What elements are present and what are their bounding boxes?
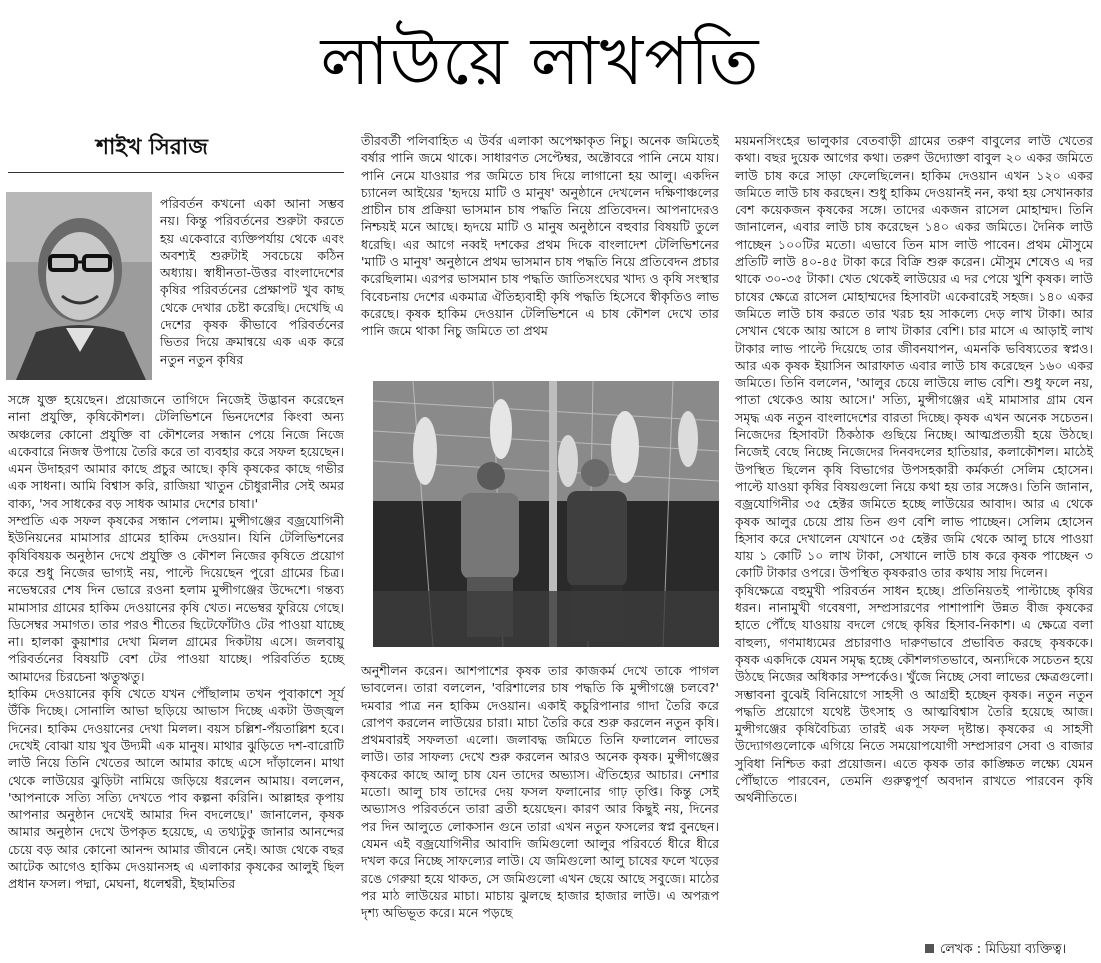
square-bullet-icon: [925, 944, 934, 953]
column-2-top: [361, 132, 719, 340]
gourd-farm-photo: [373, 381, 719, 647]
author-portrait: [6, 192, 152, 380]
paragraph: সম্প্রতি এক সফল কৃষকের সন্ধান পেলাম। মুন্সীগঞ্জের বজ্রযোগিনী ইউনিয়নের মামাসার গ্রামের হাকিম দেওয়ান। যিনি টেলিভিশনের কৃষিবিষয়ক অনুষ্ঠান দেখে প্রযুক্তি ও কৌশল নিজের কৃষিতে প্রয়োগ করে শুধু নিজের ভাগ্যই নয়, পাল্টে দিয়েছেন পুরো গ্রামের চিত্র। নভেম্বরের শেষ দিন ভোরে রওনা হলাম মুন্সীগঞ্জের উদ্দেশে। গন্তব্য মামাসার গ্রামের হাকিম দেওয়ানের কৃষি খেত। নভেম্বর ফুরিয়ে গেছে। ডিসেম্বর সমাগত। তার পরও শীতের ছিটেফোঁটাও টের পাওয়া যাচ্ছে না। হালকা কুয়াশার দেখা মিলল গ্রামের দিকটায় এসে। জলবায়ু পরিবর্তনের বিষয়টি বেশ টের পাওয়া যাচ্ছে। পরিবর্তিত হচ্ছে আমাদের চিরচেনা ঋতুঋতু।: [8, 513, 344, 684]
author-note: [925, 940, 1066, 961]
paragraph: ময়মনসিংহের ভালুকার বেতবাড়ী গ্রামের তরুণ বাবুলের লাউ খেতের কথা। বছর দুয়েক আগের কথা। তরুণ উদ্যোক্তা বাবুল ২০ একর জমিতে লাউ চাষ করে সাড়া ফেলেছিলেন। হাকিম দেওয়ান এখন ১২০ একর জমিতে লাউ চাষ করছেন। শুধু হাকিম দেওয়ানই নন, কথা হয় সেখানকার বেশ কয়েকজন কৃষকের সঙ্গে। তাদের একজন রাসেল মোহাম্মদ। তিনি জানালেন, এবার লাউ চাষ করেছেন ১৪০ একর জমিতে। দৈনিক লাউ পাচ্ছেন ১০০টির মতো। এভাবে তিন মাস লাউ পাবেন। প্রথম মৌসুমে প্রতিটি লাউ ৪০-৪৫ টাকা করে বিক্রি শুরু করেন। মৌসুম শেষেও এ দর থাকে ৩০-৩৫ টাকা। খেত থেকেই লাউয়ের এ দর পেয়ে খুশি কৃষক। লাউ চাষের ক্ষেত্রে রাসেল মোহাম্মদের হিসাবটা একেবারেই সহজ। ১৪০ একর জমিতে লাউ চাষ করতে তার খরচ হয় সাকল্যে দেড় লাখ টাকা। আর সেখান থেকে আয় আসে ৪ লাখ টাকার বেশি। চার মাসে এ আড়াই লাখ টাকার লাভ পাল্টে দিয়েছে তার জীবনযাপন, এমনকি ভবিষ্যতের স্বপ্নও। আর এক কৃষক ইয়াসিন আরাফাত এবার লাউ চাষ করেছেন ১৬০ একর জমিতে। তিনি বললেন, 'আলুর চেয়ে লাউয়ে লাভ বেশি। শুধু ফলে নয়, পাতা থেকেও আয় আসে।' সত্যি, মুন্সীগঞ্জের এই মামাসার গ্রাম যেন সমৃদ্ধ এক নতুন বাংলাদেশের বারতা দিচ্ছে। কৃষক এখন অনেক সচেতন। নিজেদের হিসাবটা ঠিকঠাক গুছিয়ে নিচ্ছে। আত্মপ্রত্যয়ী হয়ে উঠছে। নিজেই বেছে নিচ্ছে নিজেদের দিনবদলের হাতিয়ার, কলাকৌশল। মাঠেই উপস্থিত ছিলেন কৃষি বিভাগের উপসহকারী কর্মকর্তা সেলিম হোসেন। পাল্টে যাওয়া কৃষির বিষয়গুলো নিয়ে কথা হয় তার সঙ্গেও। তিনি জানান, বজ্রযোগিনীর ৩৫ হেক্টর জমিতে হচ্ছে লাউয়ের আবাদ। আর এ থেকে কৃষক আলুর চেয়ে প্রায় তিন গুণ বেশি লাভ পাচ্ছেন। সেলিম হোসেন হিসাব করে দেখালেন যেখানে ৩৫ হেক্টর জমি থেকে আলু চাষে পাওয়া যায় ১ কোটি ১০ লাখ টাকা, সেখানে লাউ চাষ করে কৃষক পাচ্ছেন ৩ কোটি টাকার ওপরে। উপস্থিত কৃষকরাও তার কথায় সায় দিলেন।: [735, 133, 1093, 581]
headline: লাউয়ে লাখপতি: [320, 23, 760, 100]
column-1-wrap: [160, 195, 344, 368]
author-note-text: লেখক : মিডিয়া ব্যক্তিত্ব।: [940, 942, 1067, 957]
byline-divider: [8, 172, 344, 173]
paragraph: সঙ্গে যুক্ত হয়েছেন। প্রয়োজনে তাগিদে নিজেই উদ্ভাবন করেছেন নানা প্রযুক্তি, কৃষিকৌশল। টেলিভিশনে ভিনদেশের কিংবা অন্য অঞ্চলের কোনো প্রযুক্তি বা কৌশলের সন্ধান পেয়ে নিজে নিজে একেবারে নিজস্ব উপায়ে তৈরি করে তা ব্যবহার করে সফল হয়েছেন। এমন উদাহরণ আমার কাছে প্রচুর আছে। কৃষি কৃষকের কাছে গভীর এক সাধনা। আমি বিশ্বাস করি, রাজিয়া খাতুন চৌধুরানীর সেই অমর বাক্য, 'সব সাধকের বড় সাধক আমার দেশের চাষা।': [8, 392, 344, 511]
paragraph: কৃষিক্ষেত্রে বহুমুখী পরিবর্তন সাধন হচ্ছে। প্রতিনিয়তই পাল্টাচ্ছে কৃষির ধরন। নানামুখী গবেষণা, সম্প্রসারণের পাশাপাশি উন্নত বীজ কৃষকের হাতে পৌঁছে যাওয়ায় বদলে গেছে কৃষির হিসাব-নিকাশ। এ ক্ষেত্রে বলা বাহুল্য, গণমাধ্যমের প্রচারণাও দারুণভাবে প্রভাবিত করছে কৃষককে। কৃষক একদিকে যেমন সমৃদ্ধ হচ্ছে কৌশলগতভাবে, অন্যদিকে সচেতন হয়ে উঠছে নিজের অধিকার সম্পর্কেও। খুঁজে নিচ্ছে সেবা লাভের ক্ষেত্রগুলো। সম্ভাবনা বুঝেই বিনিয়োগে সাহসী ও আগ্রহী হচ্ছেন কৃষক। নতুন নতুন পদ্ধতি প্রয়োগে যথেষ্ট উৎসাহ ও আত্মবিশ্বাস তৈরি হয়েছে আজ। মুন্সীগঞ্জের কৃষিবৈচিত্র্য তারই এক সফল দৃষ্টান্ত। কৃষকের এ সাহসী উদ্যোগগুলোকে এগিয়ে নিতে সময়োপযোগী সম্প্রসারণ সেবা ও বাজার সুবিধা নিশ্চিত করা প্রয়োজন। এতে কৃষক তার কাঙ্ক্ষিত লক্ষ্যে যেমন পৌঁছাতে পারবেন, তেমনি গুরুত্বপূর্ণ অবদান রাখতে পারবেন কৃষি অর্থনীতিতে।: [735, 582, 1093, 806]
column-3: [735, 132, 1093, 807]
byline: শাইখ সিরাজ: [96, 134, 208, 160]
column-2-bottom: [361, 662, 719, 921]
intro-paragraph: পরিবর্তন কখনো একা আনা সম্ভব নয়। কিন্তু পরিবর্তনের শুরুটা করতে হয় একেবারে ব্যক্তিপর্যায় থেকে এবং অবশ্যই শুরুটাই সবচেয়ে কঠিন অধ্যায়। স্বাধীনতা-উত্তর বাংলাদেশের কৃষির পরিবর্তনের প্রেক্ষাপট খুব কাছ থেকে দেখার চেষ্টা করেছি। দেখেছি এ দেশের কৃষক কীভাবে পরিবর্তনের ভিতর দিয়ে ক্রমান্বয়ে এক এক করে নতুন নতুন কৃষির: [160, 196, 344, 367]
column-1: [8, 391, 344, 893]
paragraph: অনুশীলন করেন। আশপাশের কৃষক তার কাজকর্ম দেখে তাকে পাগল ভাবলেন। তারা বললেন, 'বরিশালের চাষ পদ্ধতি কি মুন্সীগঞ্জে চলবে?' দমবার পাত্র নন হাকিম দেওয়ান। একাই কচুরিপানার গাদা তৈরি করে রোপণ করলেন লাউয়ের চারা। মাচা তৈরি করে শুরু করলেন নতুন কৃষি। প্রথমবারই সফলতা এলো। জলাবদ্ধ জমিতে তিনি ফলালেন লাভের লাউ। তার সাফল্য দেখে শুরু করলেন আরও অনেক কৃষক। মুন্সীগঞ্জের কৃষকের কাছে আলু চাষ যেন তাদের অভ্যাস। ঐতিহ্যের আচার। নেশার মতো। আলু চাষ তাদের দেয় ফসল ফলানোর গাঢ় তৃপ্তি। কিন্তু সেই অভ্যাসও পরিবর্তনে তারা ব্রতী হয়েছেন। কারণ আর কিছুই নয়, দিনের পর দিন আলুতে লোকসান গুনে তারা এখন নতুন ফসলের স্বপ্ন বুনছেন। যেমন এই বজ্রযোগিনীর আবাদি জমিগুলো আলুর পরিবর্তে ধীরে ধীরে দখল করে নিচ্ছে সাফল্যের লাউ। যে জমিগুলো আলু চাষের ফলে খড়ের রঙে গেরুয়া হয়ে থাকত, সে জমিগুলো এখন ছেয়ে আছে সবুজে। মাঠের পর মাঠ লাউয়ের মাচা। মাচায় ঝুলছে হাজার হাজার লাউ। এ অপরূপ দৃশ্য অভিভূত করে। মনে পড়ছে: [361, 663, 719, 921]
paragraph: তীরবর্তী পলিবাহিত এ উর্বর এলাকা অপেক্ষাকৃত নিচু। অনেক জমিতেই বর্ষার পানি জমে থাকে। সাধারণত সেপ্টেম্বর, অক্টোবরে পানি নেমে যায়। পানি নেমে যাওয়ার পর জমিতে চাষ দিয়ে লাগানো হয় আলু। একদিন চ্যানেল আইয়ের 'হৃদয়ে মাটি ও মানুষ' অনুষ্ঠানে দেখলেন দক্ষিণাঞ্চলের প্রাচীন চাষ প্রক্রিয়া ভাসমান চাষ পদ্ধতি নিয়ে প্রতিবেদন। আপনাদেরও নিশ্চয়ই মনে আছে। হৃদয়ে মাটি ও মানুষ অনুষ্ঠানে বহুবার বিষয়টি তুলে ধরেছি। এর আগে নব্বই দশকের প্রথম দিকে বাংলাদেশ টেলিভিশনের 'মাটি ও মানুষ' অনুষ্ঠানে প্রথম ভাসমান চাষ পদ্ধতি নিয়ে প্রতিবেদন প্রচার করেছিলাম। এরপর ভাসমান চাষ পদ্ধতি জাতিসংঘের খাদ্য ও কৃষি সংস্থার বিবেচনায় দেশের একমাত্র ঐতিহ্যবাহী কৃষি পদ্ধতি হিসেবে স্বীকৃতিও লাভ করেছে। কৃষক হাকিম দেওয়ান টেলিভিশনে এ চাষ কৌশল দেখে তার পানি জমে থাকা নিচু জমিতে তা প্রথম: [361, 133, 719, 339]
paragraph: হাকিম দেওয়ানের কৃষি খেতে যখন পৌঁছালাম তখন পুবাকাশে সূর্য উঁকি দিচ্ছে। সোনালি আভা ছড়িয়ে আভাস দিচ্ছে একটা উজ্জ্বল দিনের। হাকিম দেওয়ানের দেখা মিলল। বয়স চল্লিশ-পঁয়তাল্লিশ হবে। দেখেই বোঝা যায় খুব উদ্যমী এক মানুষ। মাথার ঝুড়িতে দশ-বারোটি লাউ নিয়ে তিনি খেতের আলে আমার কাছে এসে দাঁড়ালেন। মাথা থেকে লাউয়ের ঝুড়িটা নামিয়ে জড়িয়ে ধরলেন আমায়। বললেন, 'আপনাকে সত্যি সত্যি দেখতে পাব কল্পনা করিনি। আল্লাহর কৃপায় আপনার অনুষ্ঠান দেখেই আমার দিন বদলেছে।' জানালেন, কৃষক আমার অনুষ্ঠান দেখে উপকৃত হয়েছে, এ তথ্যটুকু জানার আনন্দের চেয়ে বড় আর কোনো আনন্দ আমার জীবনে নেই। আজ থেকে বছর আটেক আগেও হাকিম দেওয়ানসহ এ এলাকার কৃষকের আলুই ছিল প্রধান ফসল। পদ্মা, মেঘনা, ধলেশ্বরী, ইছামতির: [8, 686, 344, 892]
